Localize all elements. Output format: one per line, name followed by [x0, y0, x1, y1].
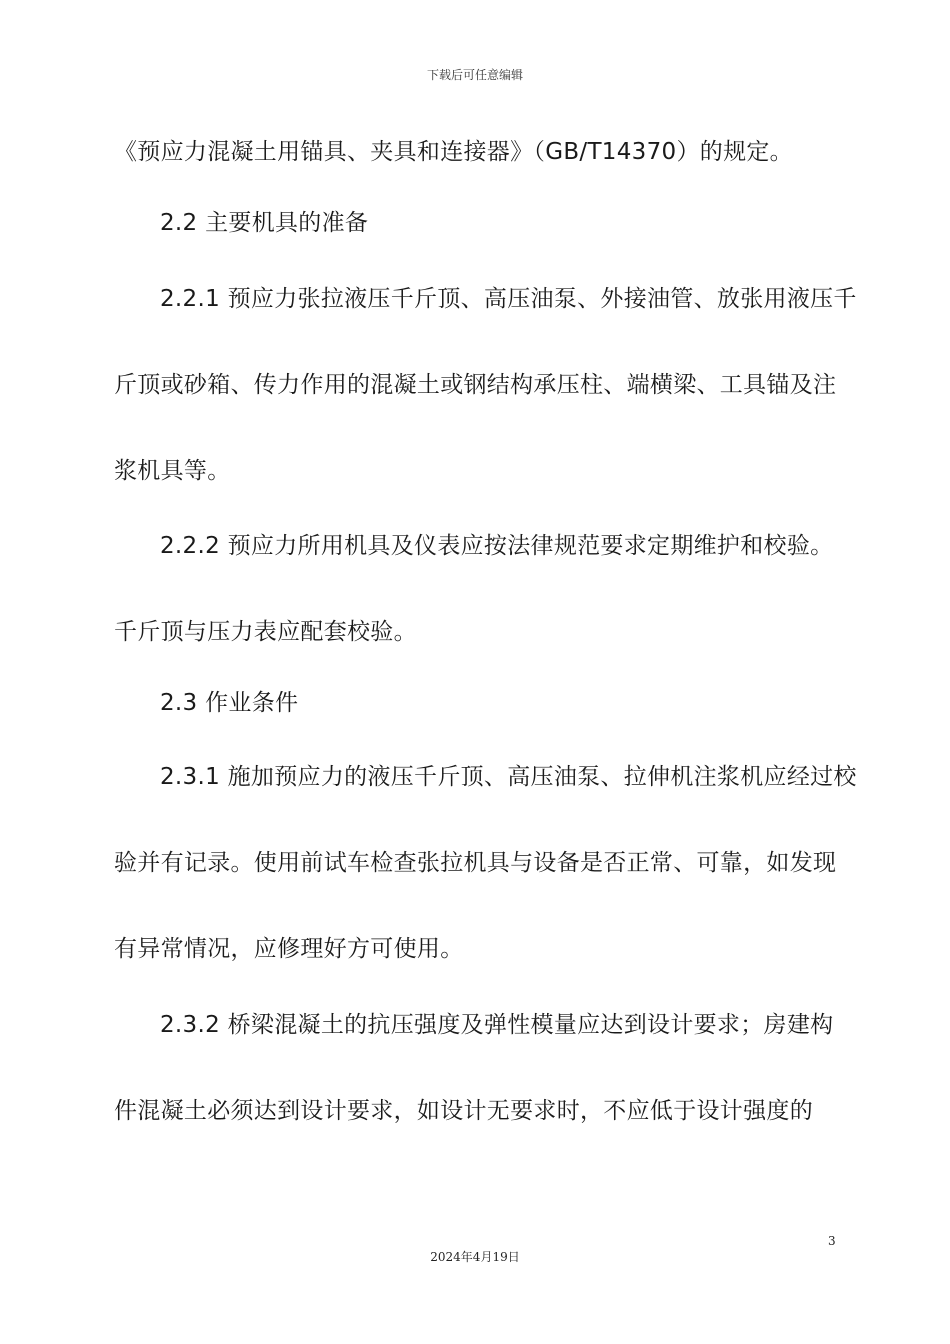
body-line-1: 《预应力混凝土用锚具、夹具和连接器》（GB/T14370）的规定。 [114, 139, 793, 165]
section-heading-2-2: 2.2 主要机具的准备 [160, 210, 369, 236]
body-line-2-2-1-c: 浆机具等。 [114, 458, 231, 484]
body-line-2-2-1-b: 斤顶或砂箱、传力作用的混凝土或钢结构承压柱、端横梁、工具锚及注 [114, 372, 837, 398]
section-heading-2-3: 2.3 作业条件 [160, 690, 299, 716]
body-line-2-3-2-b: 件混凝土必须达到设计要求，如设计无要求时，不应低于设计强度的 [114, 1098, 813, 1124]
body-line-2-3-1-b: 验并有记录。使用前试车检查张拉机具与设备是否正常、可靠，如发现 [114, 850, 837, 876]
body-line-2-3-1-c: 有异常情况，应修理好方可使用。 [114, 936, 464, 962]
body-line-2-3-1-a: 2.3.1 施加预应力的液压千斤顶、高压油泵、拉伸机注浆机应经过校 [160, 764, 857, 790]
body-line-2-2-2-a: 2.2.2 预应力所用机具及仪表应按法律规范要求定期维护和校验。 [160, 533, 834, 559]
header-note: 下载后可任意编辑 [426, 68, 523, 82]
footer-date: 2024年4月19日 [430, 1250, 520, 1264]
body-line-2-2-1-a: 2.2.1 预应力张拉液压千斤顶、高压油泵、外接油管、放张用液压千 [160, 286, 857, 312]
page-number: 3 [828, 1234, 836, 1248]
body-line-2-2-2-b: 千斤顶与压力表应配套校验。 [114, 619, 417, 645]
body-line-2-3-2-a: 2.3.2 桥梁混凝土的抗压强度及弹性模量应达到设计要求；房建构 [160, 1012, 834, 1038]
